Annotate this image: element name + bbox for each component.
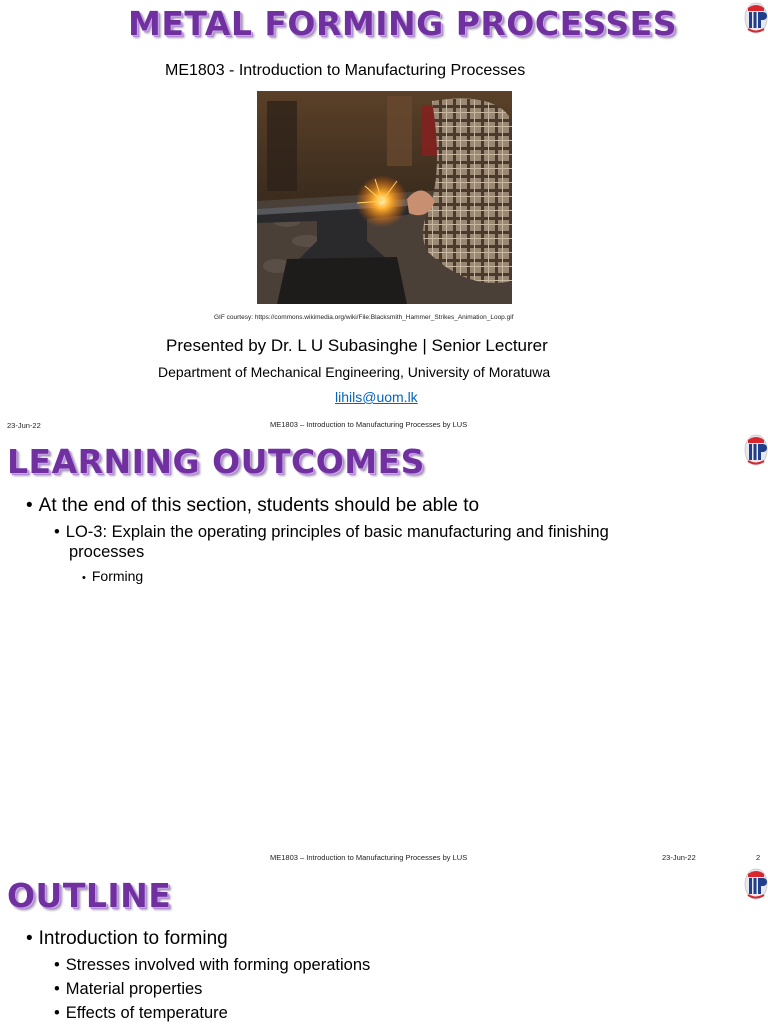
slide-title: METAL FORMING PROCESSES [128, 4, 677, 43]
bullet-text: Introduction to forming [38, 928, 228, 949]
bullet-continuation: processes [69, 543, 145, 561]
footer-date: 23-Jun-22 [662, 853, 696, 862]
department-line: Department of Mechanical Engineering, University of Moratuwa [158, 364, 551, 380]
slide-title: LEARNING OUTCOMES [7, 442, 425, 481]
bullet-level-3 [82, 568, 143, 584]
blacksmith-photo [257, 91, 512, 304]
bullet-level-1 [26, 495, 479, 517]
bullet-dot: • [82, 572, 86, 584]
bullet-dot: • [54, 956, 60, 974]
slide-title: OUTLINE [7, 876, 172, 915]
bullet-dot: • [26, 495, 33, 516]
footer-course: ME1803 – Introduction to Manufacturing Processes by LUS [270, 420, 468, 429]
university-logo-icon [744, 434, 768, 466]
presenter-line: Presented by Dr. L U Subasinghe | Senior Lecturer [166, 336, 548, 355]
image-caption: GIF courtesy: https://commons.wikimedia.org/wiki/File:Blacksmith_Hammer_Strikes_Animation_Loop.gif [214, 314, 514, 321]
bullet-text: LO-3: Explain the operating principles of basic manufacturing and finishing [65, 523, 609, 541]
bullet-dot: • [54, 1004, 60, 1022]
university-logo-icon [744, 868, 768, 900]
slide-3 [0, 868, 768, 1024]
footer-date: 23-Jun-22 [7, 421, 41, 430]
bullet-dot: • [26, 928, 33, 949]
page-number: 2 [756, 853, 761, 862]
bullet-dot: • [54, 980, 60, 998]
bullet-text: Effects of temperature [65, 1004, 228, 1022]
footer-course: ME1803 – Introduction to Manufacturing Processes by LUS [270, 853, 468, 862]
bullet-level-2 [54, 523, 609, 542]
bullet-text: Stresses involved with forming operations [65, 956, 371, 974]
slide-1 [0, 0, 768, 434]
university-logo-icon [744, 2, 768, 34]
email-link[interactable]: lihils@uom.lk [335, 389, 418, 405]
bullet-level-2 [54, 956, 370, 975]
bullet-level-2 [54, 980, 202, 999]
slide-2 [0, 434, 768, 868]
bullet-level-1 [26, 928, 228, 950]
bullet-text: Forming [91, 568, 144, 584]
bullet-level-2 [54, 1004, 228, 1023]
bullet-text: Material properties [65, 980, 203, 998]
bullet-text: At the end of this section, students should be able to [38, 495, 480, 516]
bullet-dot: • [54, 523, 60, 541]
course-subtitle: ME1803 - Introduction to Manufacturing Processes [165, 62, 526, 79]
